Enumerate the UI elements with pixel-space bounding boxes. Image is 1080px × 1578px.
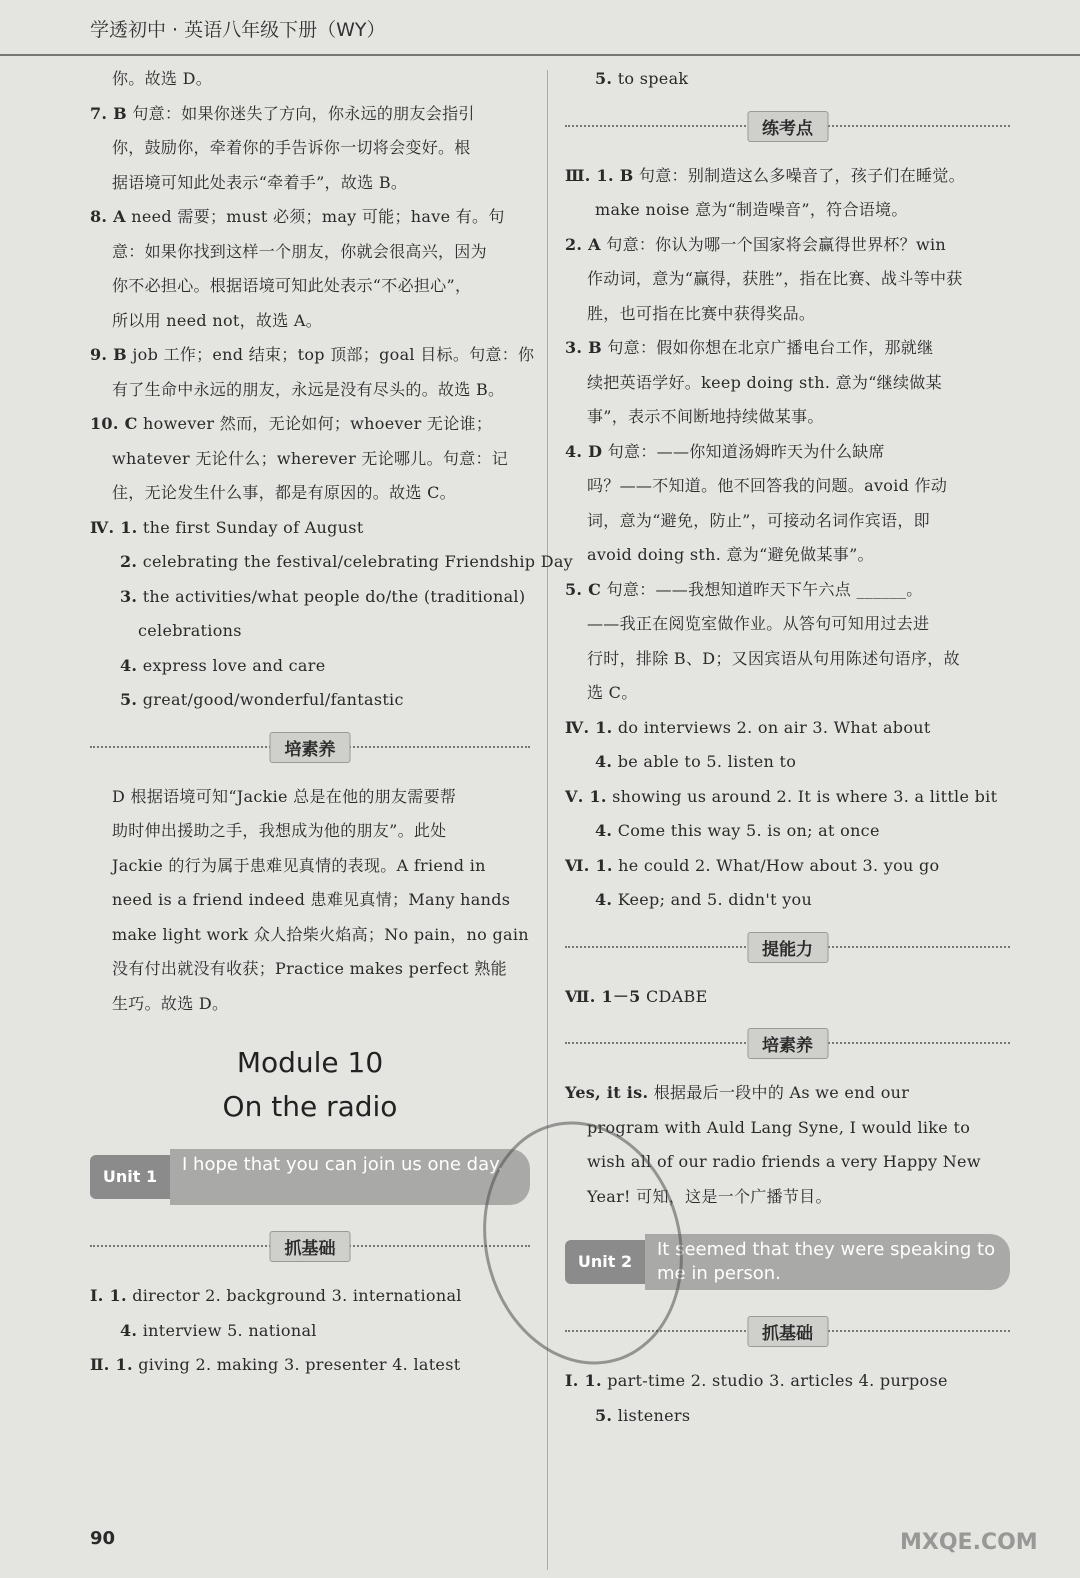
answer-text: 助时伸出援助之手，我想成为他的朋友”。此处 [112, 821, 447, 840]
answer-line [90, 883, 530, 918]
answer-text: 行时，排除 B、D；又因宾语从句用陈述句语序，故 [587, 648, 960, 668]
answer-key: Ⅰ. 1. [565, 1371, 602, 1390]
answer-text: 根据最后一段中的 As we end our [648, 1083, 910, 1102]
answer-line [565, 676, 1010, 711]
answer-text: 句意：你认为哪一个国家将会赢得世界杯？win [600, 234, 946, 254]
answer-line [565, 262, 1010, 297]
unit2-banner [565, 1234, 1010, 1292]
section-header-peisu-right [565, 1028, 1010, 1068]
answer-line [90, 987, 530, 1022]
answer-line [565, 400, 1010, 435]
answer-line [565, 159, 1010, 194]
answer-text: Jackie 的行为属于患难见真情的表现。A friend in [112, 855, 486, 875]
answer-key: 2. A [565, 234, 601, 254]
answer-text: whatever 无论什么；wherever 无论哪儿。句意：记 [112, 448, 509, 468]
answer-text: Come this way 5. is on; at once [612, 821, 880, 840]
unit1-tag: Unit 1 [90, 1155, 170, 1199]
answer-text: 事”，表示不间断地持续做某事。 [587, 407, 824, 426]
answer-key: Ⅳ. 1. [565, 717, 613, 737]
answer-line [90, 580, 530, 615]
answer-line [90, 683, 530, 718]
page-header: 学透初中 · 英语八年级下册（WY） [90, 19, 386, 41]
answer-text: avoid doing sth. 意为“避免做某事”。 [587, 545, 874, 564]
answer-line [565, 538, 1010, 573]
answer-line [565, 1076, 1010, 1111]
answer-text: 有了生命中永远的朋友，永远是没有尽头的。故选 B。 [112, 379, 505, 399]
answer-key: 4. [595, 890, 613, 909]
answer-line [90, 814, 530, 849]
answer-text: 据语境可知此处表示“牵着手”，故选 B。 [112, 172, 408, 192]
answer-line [90, 338, 535, 373]
answer-line [565, 297, 1010, 332]
unit1-banner [90, 1149, 530, 1207]
answer-text: giving 2. making 3. presenter 4. latest [132, 1355, 461, 1374]
answer-line [565, 711, 1010, 746]
answer-line [90, 200, 530, 235]
answer-line [565, 745, 1010, 780]
answer-text: job 工作；end 结束；top 顶部；goal 目标。句意：你 [127, 345, 535, 364]
answer-line [565, 1364, 1010, 1399]
answer-text: 吗？——不知道。他不回答我的问题。avoid 作动 [587, 476, 948, 495]
unit2-tag: Unit 2 [565, 1240, 645, 1284]
answer-line [565, 607, 1010, 642]
answer-text: 续把英语学好。keep doing sth. 意为“继续做某 [587, 372, 942, 392]
section-header-zhua-right [565, 1316, 1010, 1356]
answer-text: showing us around 2. It is where 3. a little bit [606, 786, 998, 806]
answer-text: need is a friend indeed 患难见真情；Many hands [112, 890, 511, 909]
answer-key: 2. [120, 552, 138, 571]
right-answers-c [565, 980, 1010, 1015]
answer-text: to speak [612, 69, 689, 88]
answer-key: 7. B [90, 103, 127, 123]
section-header-tineng [565, 932, 1010, 972]
answer-line [90, 97, 530, 132]
answer-line [90, 1348, 530, 1383]
answer-line [565, 642, 1010, 677]
answer-line [565, 814, 1010, 849]
answer-text: wish all of our radio friends a very Happy New [587, 1152, 981, 1171]
answer-text: 所以用 need not，故选 A。 [112, 310, 323, 330]
section-header-zhua-left [90, 1231, 530, 1271]
answer-line [565, 1399, 1010, 1434]
right-answers-a [565, 62, 1010, 97]
answer-line [90, 62, 530, 97]
answer-line [90, 1279, 530, 1314]
answer-text: 句意：假如你想在北京广播电台工作，那就继 [602, 338, 934, 357]
answer-line [90, 918, 530, 953]
left-answers-b [90, 780, 530, 1022]
answer-key: Ⅴ. 1. [565, 786, 607, 806]
section-header-peisu-left [90, 732, 530, 772]
answer-line [90, 476, 530, 511]
answer-text: part-time 2. studio 3. articles 4. purpose [601, 1371, 948, 1390]
answer-text: 生巧。故选 D。 [112, 993, 229, 1013]
answer-line [565, 469, 1010, 504]
answer-text: 作动词，意为“赢得，获胜”，指在比赛、战斗等中获 [587, 269, 963, 288]
section-header-liankao [565, 111, 1010, 151]
answer-line [565, 883, 1010, 918]
answer-line [565, 62, 1010, 97]
answer-key: Yes, it is. [565, 1083, 649, 1102]
answer-text: 句意：如果你迷失了方向，你永远的朋友会指引 [127, 103, 475, 123]
answer-text: 没有付出就没有收获；Practice makes perfect 熟能 [112, 959, 507, 978]
answer-key: 4. [120, 655, 138, 675]
answer-key: 8. A [90, 207, 126, 226]
left-column [90, 62, 574, 1383]
answer-text: celebrating the festival/celebrating Friendship Day [137, 552, 574, 571]
answer-key: 5. [595, 1405, 613, 1425]
section-label: 抓基础 [747, 1316, 828, 1347]
module-name: On the radio [222, 1090, 398, 1123]
answer-text: make light work 众人拾柴火焰高；No pain，no gain [112, 924, 529, 944]
answer-line [90, 166, 530, 201]
answer-line [565, 435, 1010, 470]
answer-line [565, 1111, 1010, 1146]
answer-text: 句意：——你知道汤姆昨天为什么缺席 [602, 441, 885, 461]
answer-text: 意：如果你找到这样一个朋友，你就会很高兴，因为 [112, 241, 487, 261]
answer-text: 选 C。 [587, 683, 638, 702]
answer-key: Ⅰ. 1. [90, 1286, 127, 1305]
answer-line [90, 235, 530, 270]
answer-key: 3. [120, 586, 138, 606]
answer-text: he could 2. What/How about 3. you go [612, 855, 940, 875]
column-divider [547, 70, 548, 1570]
answer-text: 你。故选 D。 [112, 69, 213, 88]
answer-key: Ⅳ. 1. [90, 517, 138, 537]
answer-text: 你，鼓励你，牵着你的手告诉你一切将会变好。根 [112, 138, 471, 157]
answer-text: however 然而，无论如何；whoever 无论谁； [137, 414, 493, 433]
left-answers-c [90, 1279, 530, 1383]
answer-line [565, 1180, 1010, 1215]
section-label: 抓基础 [270, 1231, 351, 1262]
answer-line [565, 193, 1010, 228]
site-watermark: MXQE.COM [900, 1530, 1038, 1555]
answer-line [90, 511, 530, 546]
answer-text: express love and care [137, 655, 326, 675]
answer-line [565, 366, 1010, 401]
answer-line [565, 573, 1010, 608]
answer-text: 句意：——我想知道昨天下午六点 ______。 [601, 579, 923, 599]
left-answers-a [90, 62, 574, 718]
answer-key: 4. [595, 752, 613, 771]
answer-text: listeners [612, 1405, 691, 1425]
answer-line [90, 849, 530, 884]
answer-line [90, 442, 530, 477]
answer-text: director 2. background 3. international [126, 1286, 462, 1305]
answer-line [90, 780, 530, 815]
header-rule [0, 54, 1080, 56]
answer-text: 住，无论发生什么事，都是有原因的。故选 C。 [112, 483, 456, 502]
answer-line [565, 504, 1010, 539]
answer-line [90, 269, 530, 304]
answer-text: program with Auld Lang Syne, I would like to [587, 1117, 971, 1137]
answer-line [90, 1314, 530, 1349]
answer-text: the activities/what people do/the (traditional) [137, 586, 526, 606]
section-label: 练考点 [747, 111, 828, 142]
answer-text: interview 5. national [137, 1320, 317, 1340]
section-label: 培素养 [747, 1028, 828, 1059]
answer-key: 9. B [90, 345, 127, 364]
answer-text: 胜，也可指在比赛中获得奖品。 [587, 303, 816, 323]
module-title [90, 1041, 530, 1129]
answer-text: make noise 意为“制造噪音”，符合语境。 [595, 200, 908, 219]
answer-text: ——我正在阅览室做作业。从答句可知用过去进 [587, 614, 930, 633]
answer-line [90, 952, 530, 987]
answer-text: great/good/wonderful/fantastic [137, 690, 404, 709]
answer-text: need 需要；must 必须；may 可能；have 有。句 [125, 207, 505, 226]
answer-line [90, 131, 530, 166]
answer-line [90, 407, 530, 442]
answer-key: 3. B [565, 338, 602, 357]
answer-line [565, 331, 1010, 366]
answer-line [90, 614, 530, 649]
answer-key: Ⅶ. 1－5 [565, 986, 641, 1006]
module-number: Module 10 [236, 1046, 384, 1079]
answer-text: 你不必担心。根据语境可知此处表示“不必担心”， [112, 276, 472, 295]
right-answers-d [565, 1076, 1010, 1214]
answer-text: CDABE [640, 986, 708, 1006]
answer-line [565, 980, 1010, 1015]
answer-key: 4. [595, 821, 613, 840]
answer-text: Year! 可知，这是一个广播节目。 [587, 1186, 832, 1206]
answer-key: 10. C [90, 414, 138, 433]
answer-line [90, 649, 530, 684]
answer-key: 5. [120, 690, 138, 709]
answer-key: Ⅵ. 1. [565, 855, 613, 875]
right-answers-b [565, 159, 1010, 918]
answer-text: 句意：别制造这么多噪音了，孩子们在睡觉。 [633, 165, 965, 185]
answer-text: be able to 5. listen to [612, 752, 797, 771]
answer-text: D 根据语境可知“Jackie 总是在他的朋友需要帮 [112, 786, 457, 806]
answer-text: celebrations [138, 621, 242, 640]
answer-key: Ⅱ. 1. [90, 1355, 133, 1374]
answer-key: 4. D [565, 441, 603, 461]
answer-key: 5. [595, 69, 613, 88]
answer-line [90, 304, 530, 339]
answer-text: do interviews 2. on air 3. What about [612, 717, 931, 737]
section-label: 提能力 [747, 932, 828, 963]
answer-text: 词，意为“避免，防止”，可接动名词作宾语，即 [587, 510, 930, 530]
answer-key: 5. C [565, 579, 602, 599]
page-number: 90 [90, 1528, 116, 1549]
answer-text: the first Sunday of August [137, 517, 364, 537]
answer-text: Keep; and 5. didn't you [612, 890, 813, 909]
answer-key: Ⅲ. 1. B [565, 165, 634, 185]
right-answers-e [565, 1364, 1010, 1433]
answer-line [565, 1145, 1010, 1180]
answer-line [565, 780, 1010, 815]
unit1-title: I hope that you can join us one day. [170, 1149, 530, 1205]
answer-line [90, 545, 574, 580]
answer-key: 4. [120, 1320, 138, 1340]
section-label: 培素养 [270, 732, 351, 763]
answer-line [90, 373, 530, 408]
right-column [565, 62, 1010, 1433]
unit2-title: It seemed that they were speaking to me in person. [645, 1234, 1010, 1290]
answer-line [565, 228, 1010, 263]
answer-line [565, 849, 1010, 884]
